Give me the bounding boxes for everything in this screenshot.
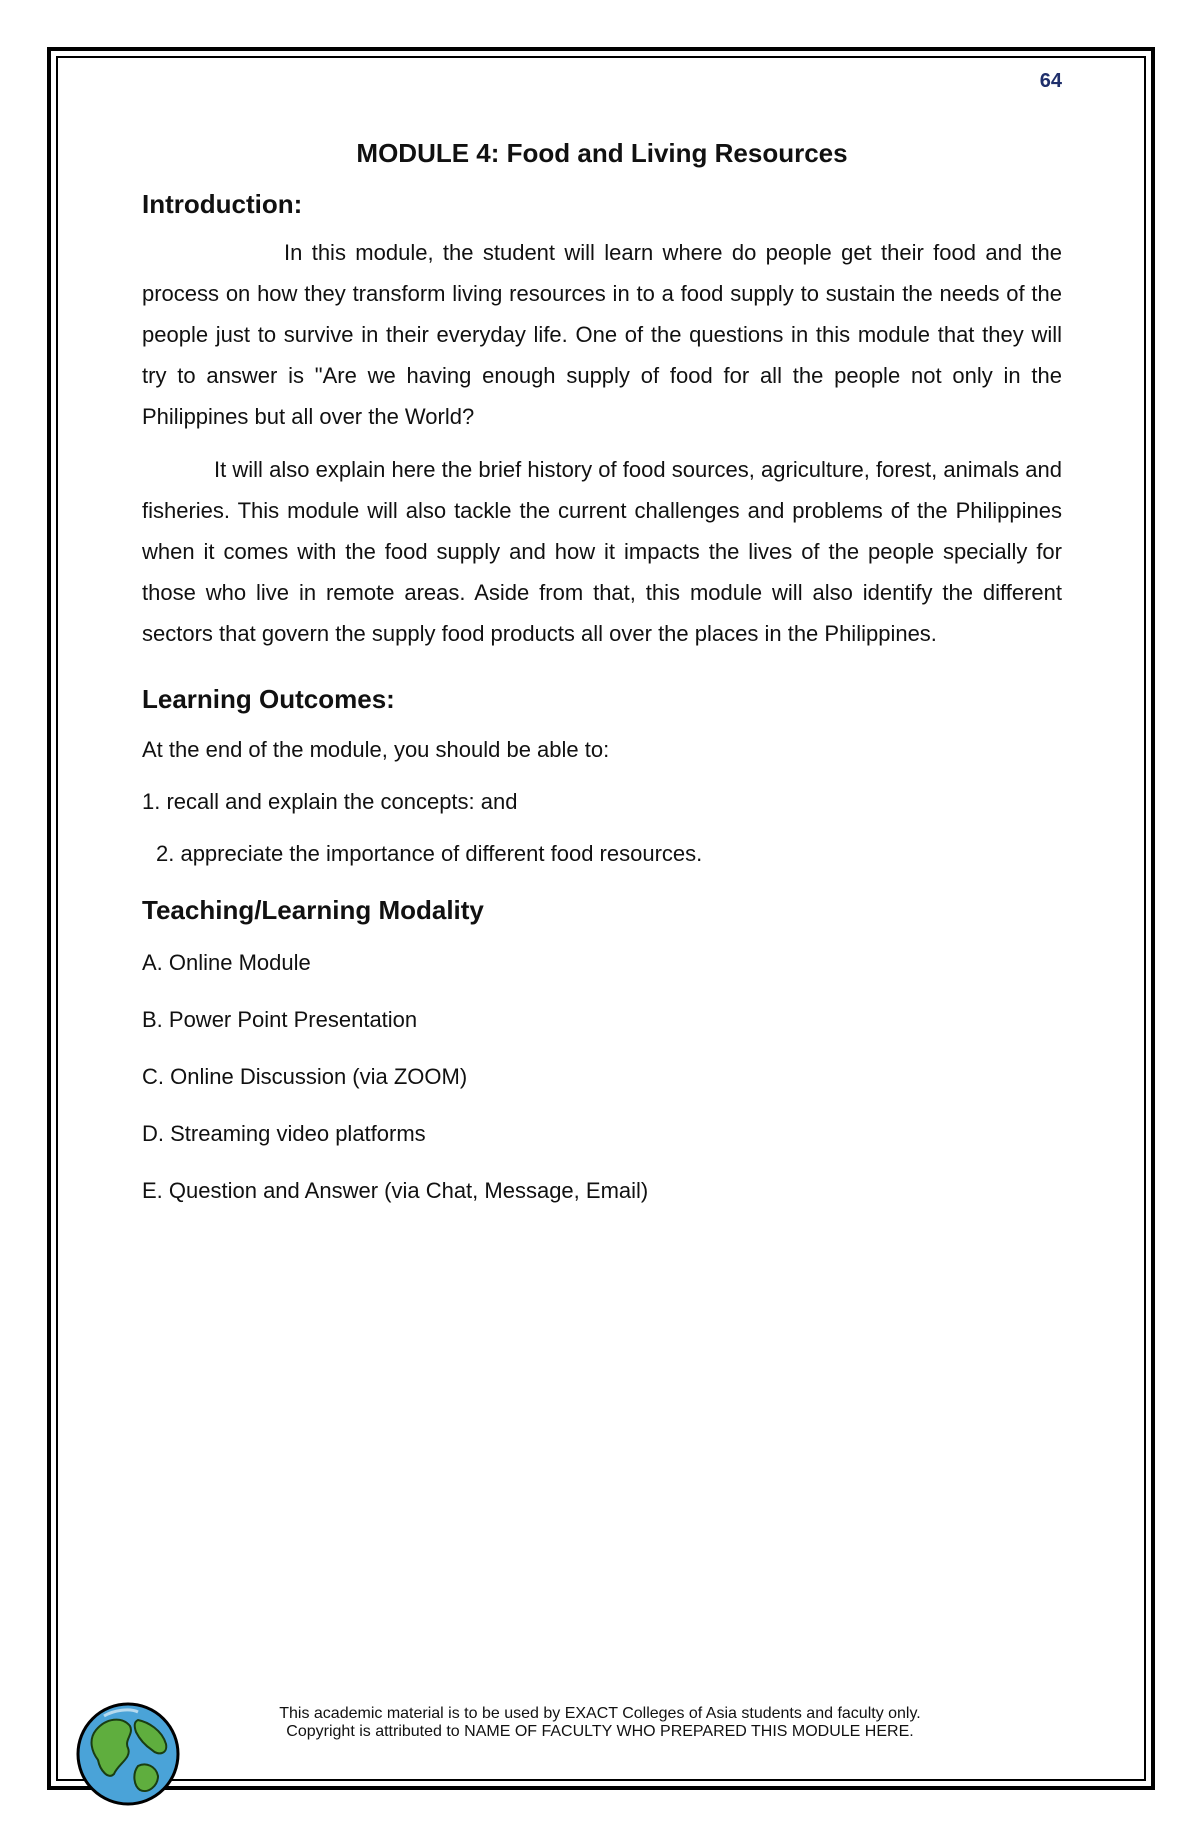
modality-list [142, 950, 1062, 1204]
learning-outcome-item: 1. recall and explain the concepts: and [142, 789, 518, 814]
introduction-paragraph: In this module, the student will learn where do people get their food and the process on how they transform living resources in to a food supply to sustain the needs of the people just to survive in their everyday life. One of the questions in this module that they will try to answer is "Are we having enough supply of food for all the people not only in the Philippines but all over the World? [142, 240, 1062, 429]
page-content [142, 138, 1062, 1235]
footer-line: Copyright is attributed to NAME OF FACULTY WHO PREPARED THIS MODULE HERE. [286, 1723, 914, 1740]
module-title: MODULE 4: Food and Living Resources [356, 138, 848, 168]
footer-notice [200, 1705, 1000, 1741]
globe-icon [74, 1700, 182, 1808]
modality-item: C. Online Discussion (via ZOOM) [142, 1064, 468, 1089]
learning-outcomes-heading: Learning Outcomes: [142, 684, 395, 714]
modality-item: E. Question and Answer (via Chat, Message, Email) [142, 1178, 649, 1203]
footer-line: This academic material is to be used by EXACT Colleges of Asia students and faculty only. [279, 1705, 921, 1722]
modality-item: B. Power Point Presentation [142, 1007, 418, 1032]
learning-outcome-item: 2. appreciate the importance of different food resources. [156, 841, 703, 866]
modality-item: A. Online Module [142, 950, 311, 975]
learning-outcomes-intro: At the end of the module, you should be able to: [142, 737, 610, 762]
introduction-paragraph: It will also explain here the brief history of food sources, agriculture, forest, animals and fisheries. This module will also tackle the current challenges and problems of the Philippines when it comes with the food supply and how it impacts the lives of the people specially for those who live in remote areas. Aside from that, this module will also identify the different sectors that govern the supply food products all over the places in the Philippines. [142, 457, 1062, 646]
modality-heading: Teaching/Learning Modality [142, 895, 484, 925]
modality-item: D. Streaming video platforms [142, 1121, 426, 1146]
page-number: 64 [1039, 70, 1062, 92]
introduction-heading: Introduction: [142, 189, 303, 219]
